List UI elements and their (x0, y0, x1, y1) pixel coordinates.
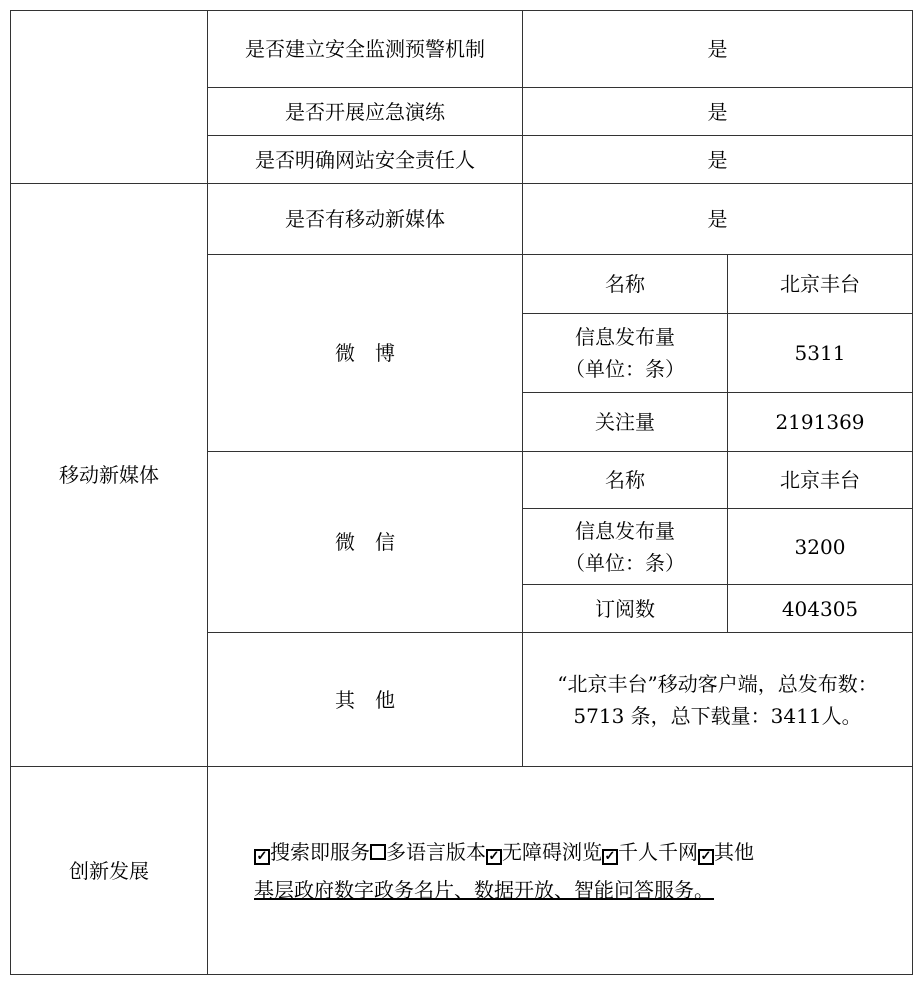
weibo-label: 微 博 (208, 255, 523, 452)
section-cell-empty (11, 11, 208, 184)
weixin-posts-label: 信息发布量（单位：条） (523, 509, 728, 585)
innovation-option-label: 千人千网 (618, 839, 698, 864)
owner-label: 是否明确网站安全责任人 (208, 136, 523, 184)
weibo-posts-label: 信息发布量（单位：条） (523, 314, 728, 393)
innovation-option-label: 其他 (714, 839, 754, 864)
weibo-posts: 5311 (728, 314, 913, 393)
weixin-name: 北京丰台 (728, 452, 913, 509)
weibo-follow: 2191369 (728, 393, 913, 452)
weibo-name: 北京丰台 (728, 255, 913, 314)
monitor-label: 是否建立安全监测预警机制 (208, 11, 523, 88)
innovation-option-label: 搜索即服务 (270, 839, 370, 864)
has-media-label: 是否有移动新媒体 (208, 184, 523, 255)
owner-value: 是 (523, 136, 913, 184)
unchecked-checkbox-icon[interactable] (370, 844, 386, 860)
weixin-sub: 404305 (728, 585, 913, 633)
media-section-label: 移动新媒体 (11, 184, 208, 767)
drill-label: 是否开展应急演练 (208, 88, 523, 136)
weixin-posts: 3200 (728, 509, 913, 585)
weibo-name-label: 名称 (523, 255, 728, 314)
checked-checkbox-icon[interactable]: ✓ (602, 849, 618, 865)
monitor-value: 是 (523, 11, 913, 88)
has-media-value: 是 (523, 184, 913, 255)
report-table (10, 10, 913, 975)
innovation-option-label: 无障碍浏览 (502, 839, 602, 864)
other-value: “北京丰台”移动客户端，总发布数：5713 条，总下载量：3411人。 (523, 633, 913, 767)
checked-checkbox-icon[interactable]: ✓ (254, 849, 270, 865)
weixin-label: 微 信 (208, 452, 523, 633)
weixin-sub-label: 订阅数 (523, 585, 728, 633)
other-label: 其 他 (208, 633, 523, 767)
innovation-other-text: 基层政府数字政务名片、数据开放、智能问答服务。 (254, 877, 714, 902)
weixin-name-label: 名称 (523, 452, 728, 509)
innovation-option-label: 多语言版本 (386, 839, 486, 864)
weibo-follow-label: 关注量 (523, 393, 728, 452)
checked-checkbox-icon[interactable]: ✓ (486, 849, 502, 865)
drill-value: 是 (523, 88, 913, 136)
checked-checkbox-icon[interactable]: ✓ (698, 849, 714, 865)
innovation-content (208, 767, 913, 975)
innovation-options (254, 833, 906, 871)
innovation-section-label: 创新发展 (11, 767, 208, 975)
